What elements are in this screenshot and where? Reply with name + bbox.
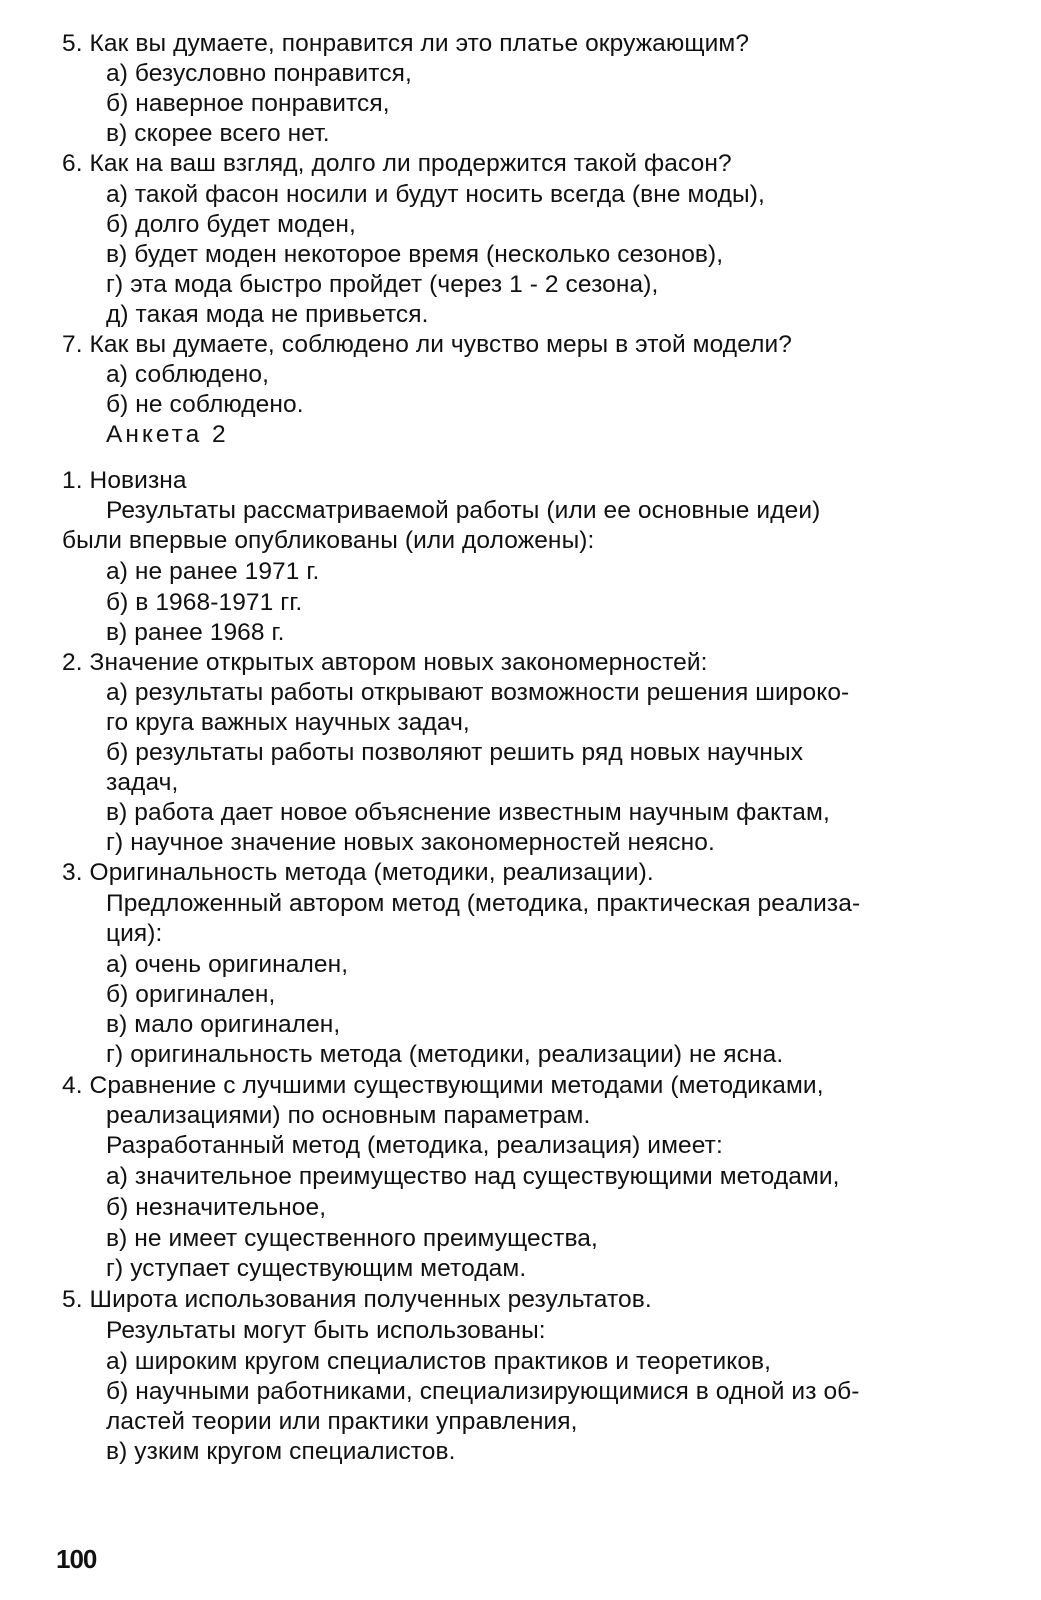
question-6-title: 6. Как на ваш взгляд, долго ли продержится такой фасон? [62, 150, 732, 177]
section-heading: Анкета 2 [106, 421, 229, 448]
criterion-5-title: 5. Широта использования полученных результатов. [62, 1286, 652, 1313]
answer-option: б) наверное понравится, [106, 90, 390, 117]
criterion-text: Предложенный автором метод (методика, практическая реализа- [106, 890, 861, 917]
answer-option: б) оригинален, [106, 981, 276, 1008]
answer-option: задач, [106, 769, 179, 796]
answer-option: в) будет моден некоторое время (несколько сезонов), [106, 241, 724, 268]
answer-option: а) безусловно понравится, [106, 60, 412, 87]
answer-option: в) не имеет существенного преимущества, [106, 1225, 598, 1252]
answer-option: б) долго будет моден, [106, 211, 356, 238]
answer-option: в) работа дает новое объяснение известным научным фактам, [106, 799, 830, 826]
question-7-title: 7. Как вы думаете, соблюдено ли чувство меры в этой модели? [62, 331, 793, 358]
answer-option: г) научное значение новых закономерностей неясно. [106, 829, 715, 856]
page-number: 100 [56, 1544, 97, 1574]
answer-option: а) не ранее 1971 г. [106, 558, 320, 585]
answer-option: в) ранее 1968 г. [106, 619, 285, 646]
criterion-text: реализациями) по основным параметрам. [106, 1102, 591, 1129]
answer-option: а) соблюдено, [106, 361, 269, 388]
answer-option: б) результаты работы позволяют решить ряд новых научных [106, 739, 804, 766]
criterion-text: Разработанный метод (методика, реализация) имеет: [106, 1132, 723, 1159]
criterion-text: Результаты рассматриваемой работы (или ее основные идеи) [106, 497, 821, 524]
answer-option: в) узким кругом специалистов. [106, 1438, 456, 1465]
answer-option: го круга важных научных задач, [106, 709, 470, 736]
answer-option: а) значительное преимущество над существующими методами, [106, 1163, 840, 1190]
answer-option: г) уступает существующим методам. [106, 1255, 527, 1282]
criterion-1-title: 1. Новизна [62, 467, 187, 494]
answer-option: в) скорее всего нет. [106, 120, 330, 147]
criterion-text: ция): [106, 920, 163, 947]
question-5-title: 5. Как вы думаете, понравится ли это платье окружающим? [62, 30, 750, 57]
answer-option: б) в 1968-1971 гг. [106, 589, 303, 616]
criterion-text: Результаты могут быть использованы: [106, 1317, 546, 1344]
answer-option: б) научными работниками, специализирующимися в одной из об- [106, 1378, 860, 1405]
criterion-3-title: 3. Оригинальность метода (методики, реализации). [62, 859, 654, 886]
answer-option: д) такая мода не привьется. [106, 301, 429, 328]
answer-option: а) широким кругом специалистов практиков и теоретиков, [106, 1348, 772, 1375]
answer-option: а) такой фасон носили и будут носить всегда (вне моды), [106, 181, 765, 208]
answer-option: г) эта мода быстро пройдет (через 1 - 2 сезона), [106, 271, 659, 298]
answer-option: а) очень оригинален, [106, 951, 349, 978]
answer-option: б) не соблюдено. [106, 391, 304, 418]
criterion-2-title: 2. Значение открытых автором новых закономерностей: [62, 649, 708, 676]
answer-option: б) незначительное, [106, 1194, 327, 1221]
answer-option: а) результаты работы открывают возможности решения широко- [106, 679, 850, 706]
answer-option: в) мало оригинален, [106, 1011, 341, 1038]
criterion-text: были впервые опубликованы (или доложены): [62, 527, 595, 554]
answer-option: ластей теории или практики управления, [106, 1408, 578, 1435]
answer-option: г) оригинальность метода (методики, реализации) не ясна. [106, 1041, 784, 1068]
criterion-4-title: 4. Сравнение с лучшими существующими методами (методиками, [62, 1072, 824, 1099]
